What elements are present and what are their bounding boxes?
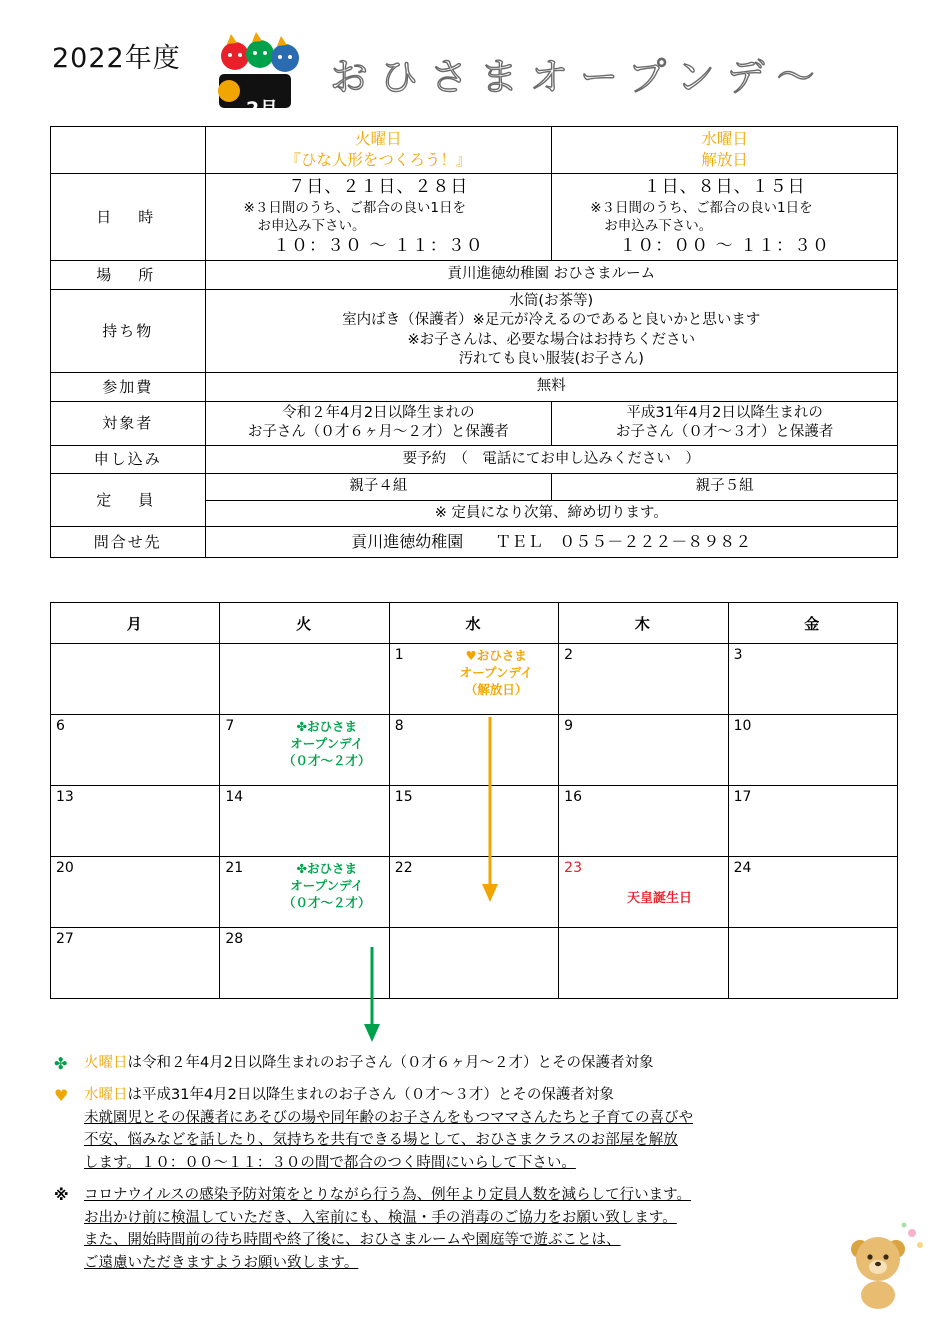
footnote-text: コロナウイルスの感染予防対策をとりながら行う為、例年より定員人数を減らして行います。: [84, 1187, 691, 1204]
row-label-target: 対象者: [51, 401, 206, 445]
clover-icon: ✤おひさま: [296, 861, 358, 876]
calendar-cell: 20: [51, 857, 220, 928]
calendar-cell: 6: [51, 715, 220, 786]
calendar-dow-wed: 水: [389, 603, 558, 644]
footnote-keyword: 火曜日: [84, 1055, 128, 1071]
capacity-wednesday: 親子５組: [552, 474, 898, 501]
row-label-fee: 参加費: [51, 372, 206, 401]
calendar-cell: [51, 644, 220, 715]
footnote-text: お出かけ前に検温していただき、入室前にも、検温・手の消毒のご協力をお願い致します。: [84, 1209, 677, 1226]
calendar-week-row: [51, 786, 898, 857]
footnote-text: 未就園児とその保護者にあそびの場や同年齢のお子さんをもつママさんたちと子育ての喜びや: [84, 1109, 693, 1126]
clover-icon: ✤おひさま: [296, 719, 358, 734]
footnotes: [50, 1052, 930, 1284]
page-title-year: 2022年度: [52, 43, 181, 74]
calendar-event-open-day: ♥おひさま オープンデイ （解放日）: [440, 648, 552, 699]
program-info-table: [50, 126, 898, 558]
calendar-cell: 10: [728, 715, 897, 786]
footnote-text: 不安、悩みなどを話したり、気持ちを共有できる場として、おひさまクラスのお部屋を解放: [84, 1132, 678, 1149]
calendar-cell: 24: [728, 857, 897, 928]
footnote-text: は令和２年4月2日以降生まれのお子さん（０才６ヶ月～２才）とその保護者対象: [127, 1055, 654, 1071]
calendar-dow-fri: 金: [728, 603, 897, 644]
table-row: [51, 474, 898, 501]
page-header: [0, 12, 948, 120]
calendar-cell: 27: [51, 928, 220, 999]
calendar-cell: 28: [220, 928, 389, 999]
calendar-cell: 8: [389, 715, 558, 786]
calendar-dow-thu: 木: [559, 603, 728, 644]
calendar-cell: 7 ✤おひさま オープンデイ （０才～２才）: [220, 715, 389, 786]
table-row: [51, 173, 898, 260]
calendar-week-row: [51, 857, 898, 928]
capacity-tuesday: 親子４組: [205, 474, 552, 501]
row-label-place: 場 所: [51, 261, 206, 290]
target-tuesday: 令和２年4月2日以降生まれの お子さん（０才６ヶ月～２才）と保護者: [205, 401, 552, 445]
column-header-tuesday: 火曜日 『ひな人形をつくろう！』: [205, 127, 552, 174]
calendar-cell: 17: [728, 786, 897, 857]
calendar-week-row: [51, 715, 898, 786]
calendar-cell: 13: [51, 786, 220, 857]
application-value: 要予約 （ 電話にてお申し込みください ）: [205, 445, 897, 474]
calendar-dow-mon: 月: [51, 603, 220, 644]
footnote-wednesday: [50, 1084, 930, 1174]
row-label-capacity: 定 員: [51, 474, 206, 527]
empty-corner-cell: [51, 127, 206, 174]
datetime-tuesday: ７日、２１日、２８日 ※３日間のうち、ご都合の良い1日を お申込み下さい。 １０：３０ ～ １１：３０: [205, 173, 552, 260]
calendar-cell: 3: [728, 644, 897, 715]
calendar-cell: 9: [559, 715, 728, 786]
calendar-week-row: [51, 644, 898, 715]
calendar-dow-tue: 火: [220, 603, 389, 644]
column-header-wednesday: 水曜日 解放日: [552, 127, 898, 174]
clover-icon: ✤: [54, 1054, 68, 1073]
heart-icon: ♥: [54, 1086, 69, 1106]
footnote-text: ご遠慮いただきますようお願い致します。: [84, 1254, 359, 1271]
calendar-cell: 2: [559, 644, 728, 715]
capacity-note: ※ 定員になり次第、締め切ります。: [205, 500, 897, 527]
holiday-label: 天皇誕生日: [627, 891, 693, 906]
footnote-text: また、開始時間前の待ち時間や終了後に、おひさまルームや園庭等で遊ぶことは、: [84, 1232, 621, 1249]
month-badge: 2月: [246, 98, 279, 120]
datetime-wednesday: １日、８日、１５日 ※３日間のうち、ご都合の良い1日を お申込み下さい。 １０：００ ～ １１：３０: [552, 173, 898, 260]
footnote-tuesday: [50, 1052, 930, 1074]
calendar-cell: 16: [559, 786, 728, 857]
calendar-cell: 1 ♥おひさま オープンデイ （解放日）: [389, 644, 558, 715]
calendar-event-open-day: ✤おひさま オープンデイ （０才～２才）: [271, 861, 383, 912]
row-label-contact: 問合せ先: [51, 527, 206, 558]
calendar-cell: 21 ✤おひさま オープンデイ （０才～２才）: [220, 857, 389, 928]
calendar-event-open-day: ✤おひさま オープンデイ （０才～２才）: [271, 719, 383, 770]
calendar-cell: 22: [389, 857, 558, 928]
table-row: [51, 372, 898, 401]
calendar-cell: 23 天皇誕生日: [559, 857, 728, 928]
calendar-cell: [389, 928, 558, 999]
calendar-dow-row: [51, 603, 898, 644]
fee-value: 無料: [205, 372, 897, 401]
calendar-cell: [559, 928, 728, 999]
calendar-cell: [220, 644, 389, 715]
row-label-datetime: 日 時: [51, 173, 206, 260]
heart-icon: ♥おひさま: [465, 648, 527, 663]
row-label-items: 持ち物: [51, 289, 206, 372]
calendar-cell: 14: [220, 786, 389, 857]
table-row: [51, 527, 898, 558]
contact-value: 貢川進徳幼稚園 ＴＥＬ ０５５－２２２－８９８２: [205, 527, 897, 558]
target-wednesday: 平成31年4月2日以降生まれの お子さん（０才～３才）と保護者: [552, 401, 898, 445]
page-title: おひさまオープンデ～: [330, 55, 827, 99]
calendar-cell: 15: [389, 786, 558, 857]
table-row: [51, 289, 898, 372]
row-label-application: 申し込み: [51, 445, 206, 474]
asterisk-icon: ※: [54, 1186, 69, 1205]
calendar-cell: [728, 928, 897, 999]
bear-illustration: [834, 1215, 930, 1311]
footnote-keyword: 水曜日: [84, 1087, 128, 1104]
table-row: [51, 445, 898, 474]
table-row: [51, 401, 898, 445]
monthly-calendar: [50, 602, 898, 999]
place-value: 貢川進徳幼稚園 おひさまルーム: [205, 261, 897, 290]
items-value: 水筒(お茶等) 室内ばき（保護者）※足元が冷えるのであると良いかと思います ※お子さんは、必要な場合はお持ちください 汚れても良い服装(お子さん): [205, 289, 897, 372]
table-header-row: [51, 127, 898, 174]
footnote-text: します。１０：００～１１：３０の間で都合のつく時間にいらして下さい。: [84, 1154, 576, 1171]
table-row: [51, 261, 898, 290]
footnote-text: は平成31年4月2日以降生まれのお子さん（０才～３才）とその保護者対象: [127, 1087, 614, 1104]
footnote-covid: [50, 1184, 930, 1274]
calendar-week-row: [51, 928, 898, 999]
